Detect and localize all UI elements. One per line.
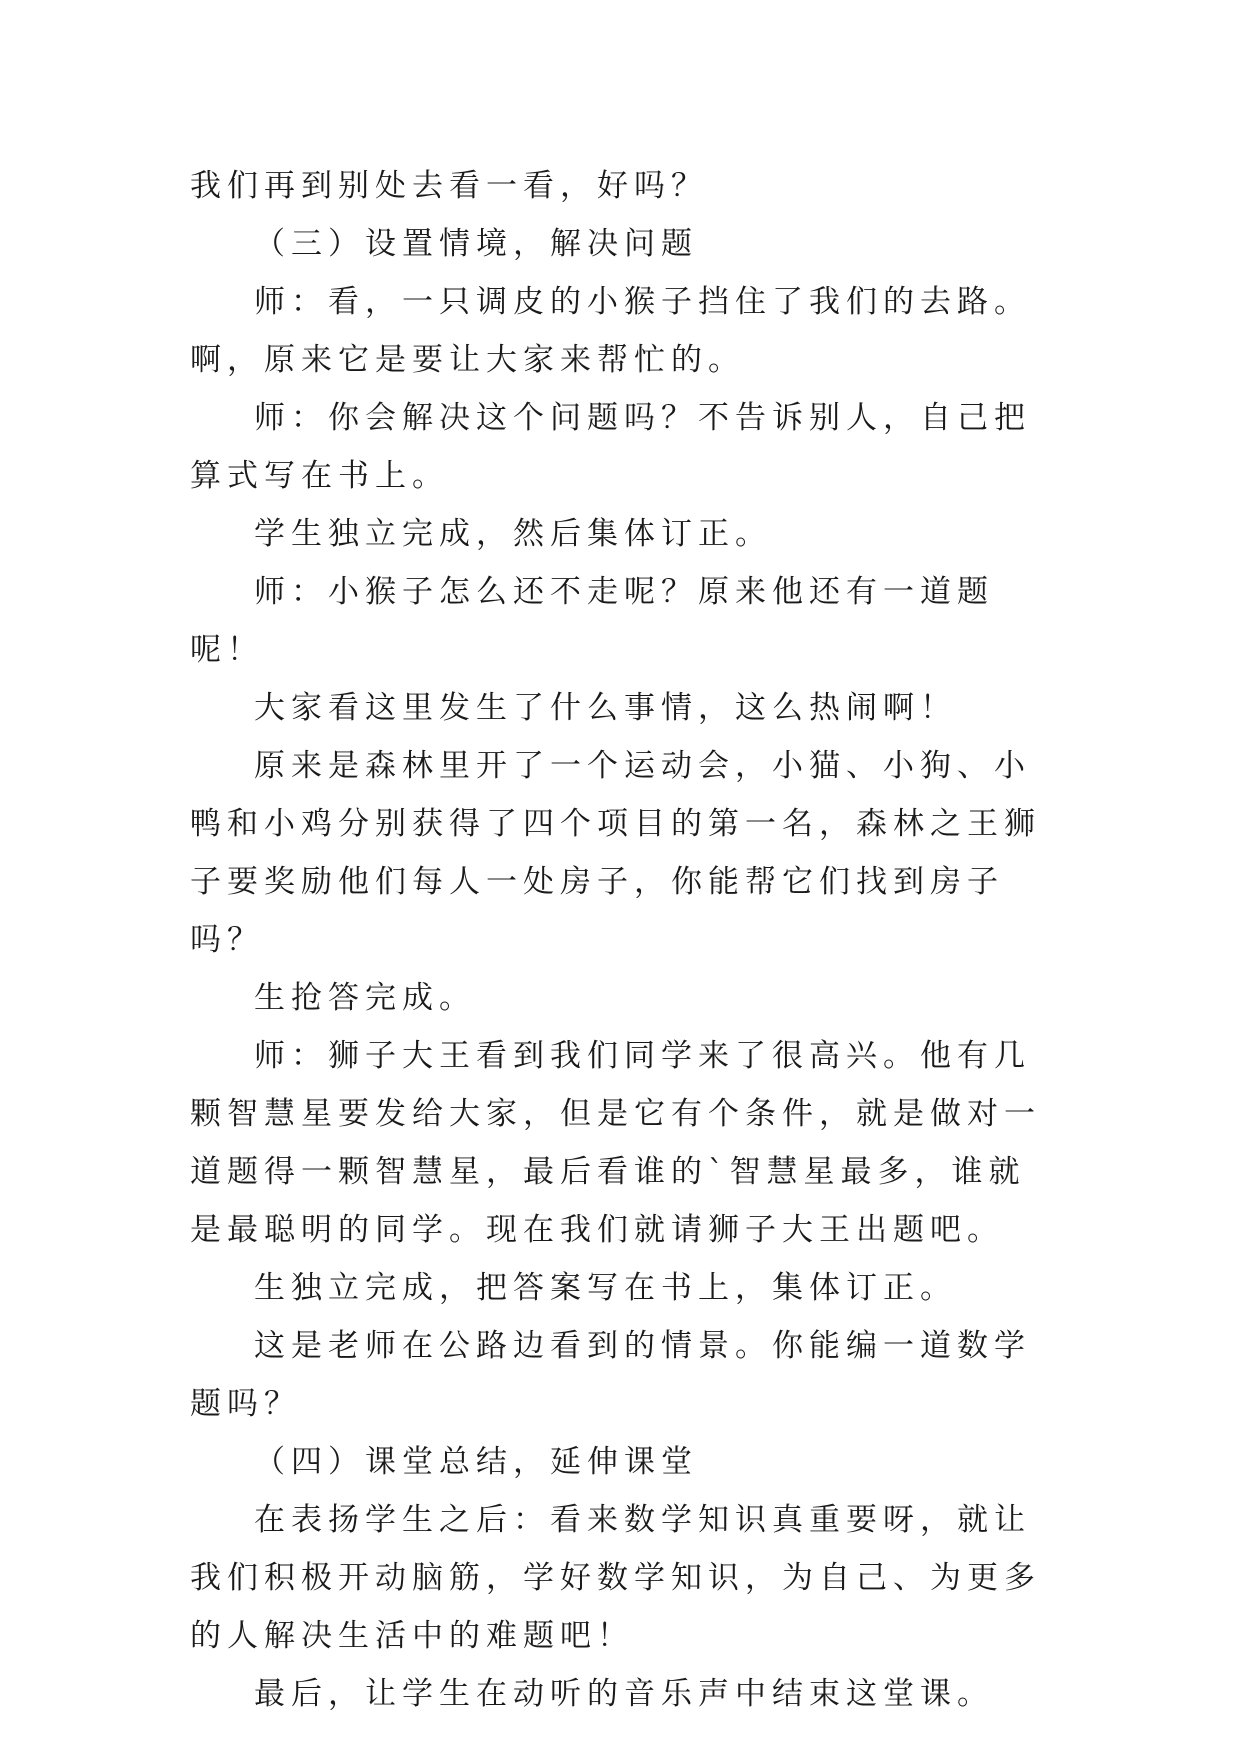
paragraph-10: 师：狮子大王看到我们同学来了很高兴。他有几颗智慧星要发给大家，但是它有个条件，就是做对一道题得一颗智慧星，最后看谁的`智慧星最多，谁就是最聪明的同学。现在我们就请狮子大王出题吧。 bbox=[190, 1038, 1041, 1248]
paragraph-12: 这是老师在公路边看到的情景。你能编一道数学题吗？ bbox=[190, 1328, 1031, 1422]
paragraph-15: 最后，让学生在动听的音乐声中结束这堂课。 bbox=[254, 1676, 994, 1712]
paragraph-8: 原来是森林里开了一个运动会，小猫、小狗、小鸭和小鸡分别获得了四个项目的第一名，森林之王狮子要奖励他们每人一处房子，你能帮它们找到房子吗？ bbox=[190, 748, 1041, 958]
paragraph-6: 师：小猴子怎么还不走呢？原来他还有一道题呢！ bbox=[190, 574, 994, 668]
paragraph-1: 我们再到别处去看一看，好吗？ bbox=[190, 168, 708, 204]
paragraph-4: 师：你会解决这个问题吗？不告诉别人，自己把算式写在书上。 bbox=[190, 400, 1031, 494]
paragraph-5: 学生独立完成，然后集体订正。 bbox=[254, 516, 772, 552]
section-heading-3: （三）设置情境，解决问题 bbox=[254, 226, 698, 262]
paragraph-11: 生独立完成，把答案写在书上，集体订正。 bbox=[254, 1270, 957, 1306]
paragraph-7: 大家看这里发生了什么事情，这么热闹啊！ bbox=[254, 690, 957, 726]
paragraph-3: 师：看，一只调皮的小猴子挡住了我们的去路。啊，原来它是要让大家来帮忙的。 bbox=[190, 284, 1031, 378]
paragraph-14: 在表扬学生之后：看来数学知识真重要呀，就让我们积极开动脑筋，学好数学知识，为自己、为更多的人解决生活中的难题吧！ bbox=[190, 1502, 1041, 1654]
paragraph-9: 生抢答完成。 bbox=[254, 980, 476, 1016]
section-heading-4: （四）课堂总结，延伸课堂 bbox=[254, 1444, 698, 1480]
document-body bbox=[190, 157, 1060, 1723]
